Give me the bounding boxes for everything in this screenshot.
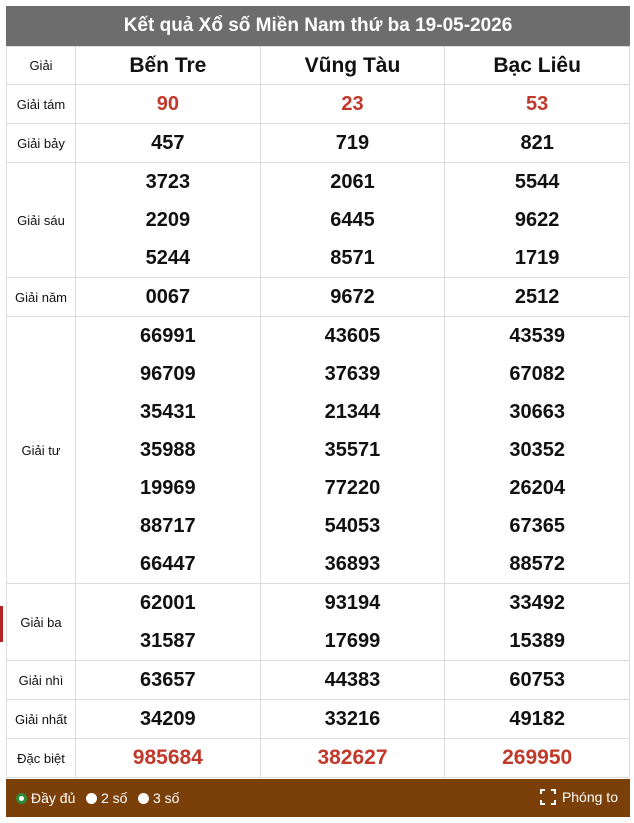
prize-number: 37639 xyxy=(324,363,381,385)
prize-number: 9672 xyxy=(330,286,375,308)
prize-number: 60753 xyxy=(509,669,565,691)
prize-number: 43539 xyxy=(509,325,565,347)
prize-row xyxy=(7,661,630,700)
prize-cell xyxy=(260,739,445,778)
prize-number: 53 xyxy=(526,93,549,115)
prize-number: 5244 xyxy=(145,247,191,269)
results-table xyxy=(6,46,630,778)
option-3-label: 3 số xyxy=(153,790,180,806)
prize-cell xyxy=(445,584,630,661)
prize-cell xyxy=(260,584,445,661)
radio-selected-icon[interactable] xyxy=(16,793,27,804)
prize-number: 93194 xyxy=(324,592,381,614)
province-bac-lieu[interactable]: Bạc Liêu xyxy=(445,47,630,85)
prize-cell xyxy=(76,700,261,739)
prize-number: 67082 xyxy=(509,363,565,385)
prize-number: 21344 xyxy=(324,401,381,423)
prize-number: 35571 xyxy=(324,439,381,461)
footer-bar xyxy=(6,779,630,817)
prize-number: 43605 xyxy=(324,325,381,347)
prize-number: 17699 xyxy=(324,630,381,652)
prize-number: 985684 xyxy=(132,746,203,769)
zoom-label: Phóng to xyxy=(561,789,618,805)
prize-row xyxy=(7,278,630,317)
prize-cell xyxy=(445,739,630,778)
prize-number: 54053 xyxy=(324,515,381,537)
prize-number: 44383 xyxy=(324,669,381,691)
prize-label: Giải tám xyxy=(7,85,76,124)
prize-number: 30352 xyxy=(509,439,565,461)
prize-label: Giải ba xyxy=(7,584,76,661)
radio-icon[interactable] xyxy=(86,793,97,804)
prize-cell xyxy=(445,124,630,163)
prize-cell xyxy=(76,278,261,317)
prize-number: 2512 xyxy=(514,286,560,308)
prize-cell xyxy=(260,85,445,124)
prize-cell xyxy=(76,163,261,278)
prize-label: Đặc biệt xyxy=(7,739,76,778)
prize-cell xyxy=(76,661,261,700)
prize-label: Giải nhất xyxy=(7,700,76,739)
prize-row xyxy=(7,739,630,778)
prize-number: 3723 xyxy=(145,171,191,193)
prize-number: 35988 xyxy=(140,439,196,461)
prize-number: 35431 xyxy=(140,401,196,423)
prize-number: 2061 xyxy=(330,171,375,193)
prize-row xyxy=(7,584,630,661)
option-2-label: 2 số xyxy=(101,790,128,806)
prize-number: 0067 xyxy=(145,286,191,308)
prize-row xyxy=(7,163,630,278)
prize-cell xyxy=(445,163,630,278)
prize-number: 6445 xyxy=(330,209,375,231)
prize-number: 457 xyxy=(151,132,185,154)
radio-icon[interactable] xyxy=(138,793,149,804)
prize-number: 36893 xyxy=(324,553,381,575)
prize-label: Giải sáu xyxy=(7,163,76,278)
prize-cell xyxy=(76,317,261,584)
prize-cell xyxy=(445,700,630,739)
side-tab-marker[interactable] xyxy=(0,606,3,642)
prize-number: 90 xyxy=(156,93,179,115)
prize-number: 30663 xyxy=(509,401,565,423)
page-title: Kết quả Xổ số Miền Nam thứ ba 19-05-2026 xyxy=(6,6,630,46)
prize-number: 19969 xyxy=(140,477,196,499)
prize-cell xyxy=(76,739,261,778)
prize-number: 66991 xyxy=(140,325,196,347)
results-panel xyxy=(6,6,630,778)
prize-cell xyxy=(260,124,445,163)
prize-number: 96709 xyxy=(140,363,196,385)
province-ben-tre[interactable]: Bến Tre xyxy=(76,47,261,85)
prize-cell xyxy=(76,85,261,124)
prize-number: 88717 xyxy=(140,515,196,537)
prize-cell xyxy=(260,661,445,700)
prize-row xyxy=(7,85,630,124)
prize-number: 67365 xyxy=(509,515,565,537)
prize-cell xyxy=(260,317,445,584)
prize-number: 62001 xyxy=(140,592,196,614)
prize-number: 1719 xyxy=(514,247,560,269)
zoom-button[interactable] xyxy=(540,789,618,805)
prize-number: 9622 xyxy=(514,209,560,231)
prize-number: 33492 xyxy=(509,592,565,614)
prize-row xyxy=(7,317,630,584)
prize-number: 15389 xyxy=(509,630,565,652)
prize-number: 269950 xyxy=(502,746,573,769)
prize-cell xyxy=(260,278,445,317)
prize-number: 88572 xyxy=(509,553,565,575)
header-label: Giải xyxy=(7,47,76,85)
prize-number: 8571 xyxy=(330,247,375,269)
prize-number: 821 xyxy=(520,132,554,154)
prize-number: 63657 xyxy=(140,669,196,691)
prize-cell xyxy=(260,700,445,739)
expand-icon xyxy=(540,789,556,805)
prize-cell xyxy=(445,278,630,317)
province-vung-tau[interactable]: Vũng Tàu xyxy=(260,47,445,85)
prize-number: 26204 xyxy=(509,477,565,499)
option-2-digits[interactable] xyxy=(86,790,127,806)
option-3-digits[interactable] xyxy=(138,790,179,806)
prize-number: 719 xyxy=(335,132,370,154)
prize-number: 31587 xyxy=(140,630,196,652)
prize-label: Giải tư xyxy=(7,317,76,584)
prize-rows xyxy=(7,85,630,778)
prize-cell xyxy=(445,317,630,584)
prize-row xyxy=(7,700,630,739)
option-full[interactable] xyxy=(16,790,75,806)
prize-cell xyxy=(76,124,261,163)
prize-number: 34209 xyxy=(140,708,196,730)
prize-number: 2209 xyxy=(145,209,191,231)
prize-cell xyxy=(445,661,630,700)
option-full-label: Đầy đủ xyxy=(31,790,76,806)
prize-number: 33216 xyxy=(324,708,381,730)
prize-cell xyxy=(260,163,445,278)
prize-cell xyxy=(76,584,261,661)
prize-number: 77220 xyxy=(324,477,381,499)
prize-label: Giải nhì xyxy=(7,661,76,700)
prize-number: 66447 xyxy=(140,553,196,575)
prize-number: 49182 xyxy=(509,708,565,730)
prize-label: Giải năm xyxy=(7,278,76,317)
header-row xyxy=(7,47,630,85)
prize-number: 5544 xyxy=(514,171,560,193)
prize-number: 23 xyxy=(341,93,364,115)
prize-cell xyxy=(445,85,630,124)
prize-label: Giải bảy xyxy=(7,124,76,163)
prize-row xyxy=(7,124,630,163)
prize-number: 382627 xyxy=(317,746,388,769)
